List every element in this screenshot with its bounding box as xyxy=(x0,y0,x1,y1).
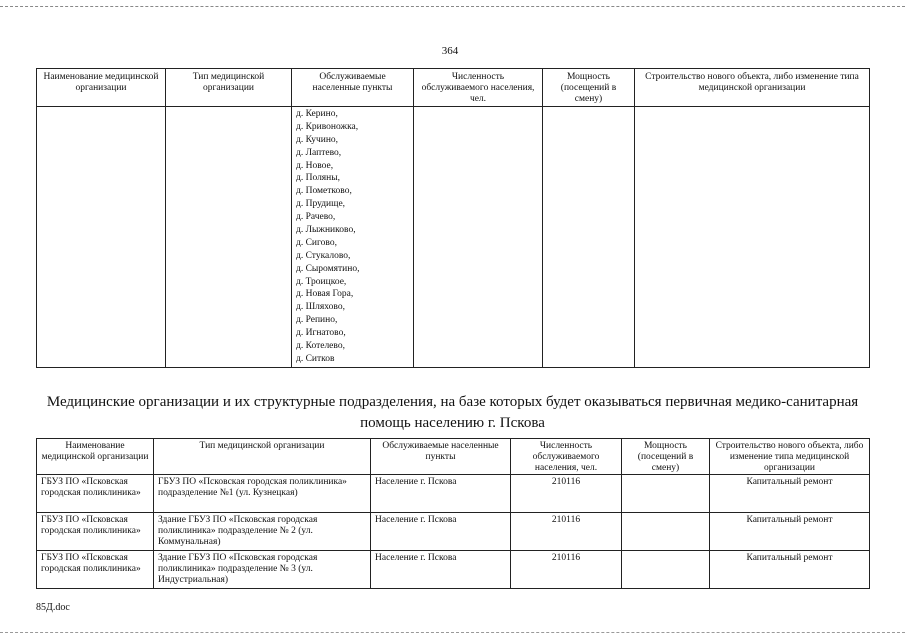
village-item: д. Ситков xyxy=(296,353,335,364)
settlements-cell: Население г. Пскова xyxy=(371,475,511,513)
table-row xyxy=(37,513,870,551)
col-capacity: Мощность (посещений в смену) xyxy=(543,69,635,107)
capacity-cell xyxy=(622,551,710,589)
village-item: д. Рачево, xyxy=(296,212,336,223)
village-item: д. Прудище, xyxy=(296,199,346,210)
org-type-cell xyxy=(166,107,292,368)
scan-top-edge xyxy=(0,6,905,7)
capacity-cell xyxy=(622,513,710,551)
org-name-cell xyxy=(37,107,166,368)
section-title: Медицинские организации и их структурные подразделения, на базе которых будет оказываться первичная медико-санитарная помощь населению г. Пскова xyxy=(46,394,859,431)
col-population: Численность обслуживаемого населения, чел. xyxy=(511,439,622,475)
page-number: 364 xyxy=(441,45,459,57)
village-item: д. Сыромятино, xyxy=(296,263,360,274)
village-item: д. Новое, xyxy=(296,160,334,171)
construction-cell: Капитальный ремонт xyxy=(710,513,870,551)
col-construction: Строительство нового объекта, либо изменение типа медицинской организации xyxy=(635,69,870,107)
pskov-clinics-table xyxy=(36,438,870,589)
table-header-row xyxy=(37,439,870,475)
col-settlements: Обслуживаемые населенные пункты xyxy=(292,69,414,107)
org-type-cell: Здание ГБУЗ ПО «Псковская городская поликлиника» подразделение № 2 (ул. Коммунальная) xyxy=(154,513,371,551)
construction-cell: Капитальный ремонт xyxy=(710,551,870,589)
col-settlements: Обслуживаемые населенные пункты xyxy=(371,439,511,475)
village-item: д. Лаптево, xyxy=(296,147,342,158)
settlements-cell: Население г. Пскова xyxy=(371,513,511,551)
village-item: д. Сигово, xyxy=(296,237,337,248)
org-type-cell: ГБУЗ ПО «Псковская городская поликлиника» подразделение №1 (ул. Кузнецкая) xyxy=(154,475,371,513)
village-item: д. Шляхово, xyxy=(296,302,345,313)
table-row xyxy=(37,107,870,368)
village-item: д. Пометково, xyxy=(296,186,352,197)
village-item: д. Кучино, xyxy=(296,134,339,145)
village-item: д. Новая Гора, xyxy=(296,289,354,300)
scan-bottom-edge xyxy=(0,632,905,633)
org-name-cell: ГБУЗ ПО «Псковская городская поликлиника» xyxy=(37,475,154,513)
col-population: Численность обслуживаемого населения, чел. xyxy=(414,69,543,107)
village-item: д. Репино, xyxy=(296,315,338,326)
population-cell: 210116 xyxy=(511,551,622,589)
col-construction: Строительство нового объекта, либо изменение типа медицинской организации xyxy=(710,439,870,475)
col-org-type: Тип медицинской организации xyxy=(166,69,292,107)
table-row xyxy=(37,475,870,513)
village-item: д. Троицкое, xyxy=(296,276,347,287)
village-list xyxy=(292,107,414,368)
construction-cell: Капитальный ремонт xyxy=(710,475,870,513)
file-name: 85Д.doc xyxy=(36,602,70,613)
org-name-cell: ГБУЗ ПО «Псковская городская поликлиника» xyxy=(37,513,154,551)
village-item: д. Керино, xyxy=(296,109,338,119)
org-name-cell: ГБУЗ ПО «Псковская городская поликлиника» xyxy=(37,551,154,589)
village-item: д. Лыжниково, xyxy=(296,225,356,236)
col-org-type: Тип медицинской организации xyxy=(154,439,371,475)
capacity-cell xyxy=(543,107,635,368)
capacity-cell xyxy=(622,475,710,513)
village-item: д. Игнатово, xyxy=(296,328,346,339)
village-item: д. Поляны, xyxy=(296,173,341,184)
village-item: д. Кривоножка, xyxy=(296,121,359,132)
col-org-name: Наименование медицинской организации xyxy=(37,69,166,107)
population-cell xyxy=(414,107,543,368)
table-row xyxy=(37,551,870,589)
settlements-cell: Население г. Пскова xyxy=(371,551,511,589)
org-type-cell: Здание ГБУЗ ПО «Псковская городская поликлиника» подразделение № 3 (ул. Индустриальная) xyxy=(154,551,371,589)
population-cell: 210116 xyxy=(511,475,622,513)
table-header-row xyxy=(37,69,870,107)
village-item: д. Котелево, xyxy=(296,341,345,352)
construction-cell xyxy=(635,107,870,368)
population-cell: 210116 xyxy=(511,513,622,551)
village-item: д. Стукалово, xyxy=(296,250,351,261)
settlements-table xyxy=(36,68,870,368)
col-org-name: Наименование медицинской организации xyxy=(37,439,154,475)
col-capacity: Мощность (посещений в смену) xyxy=(622,439,710,475)
